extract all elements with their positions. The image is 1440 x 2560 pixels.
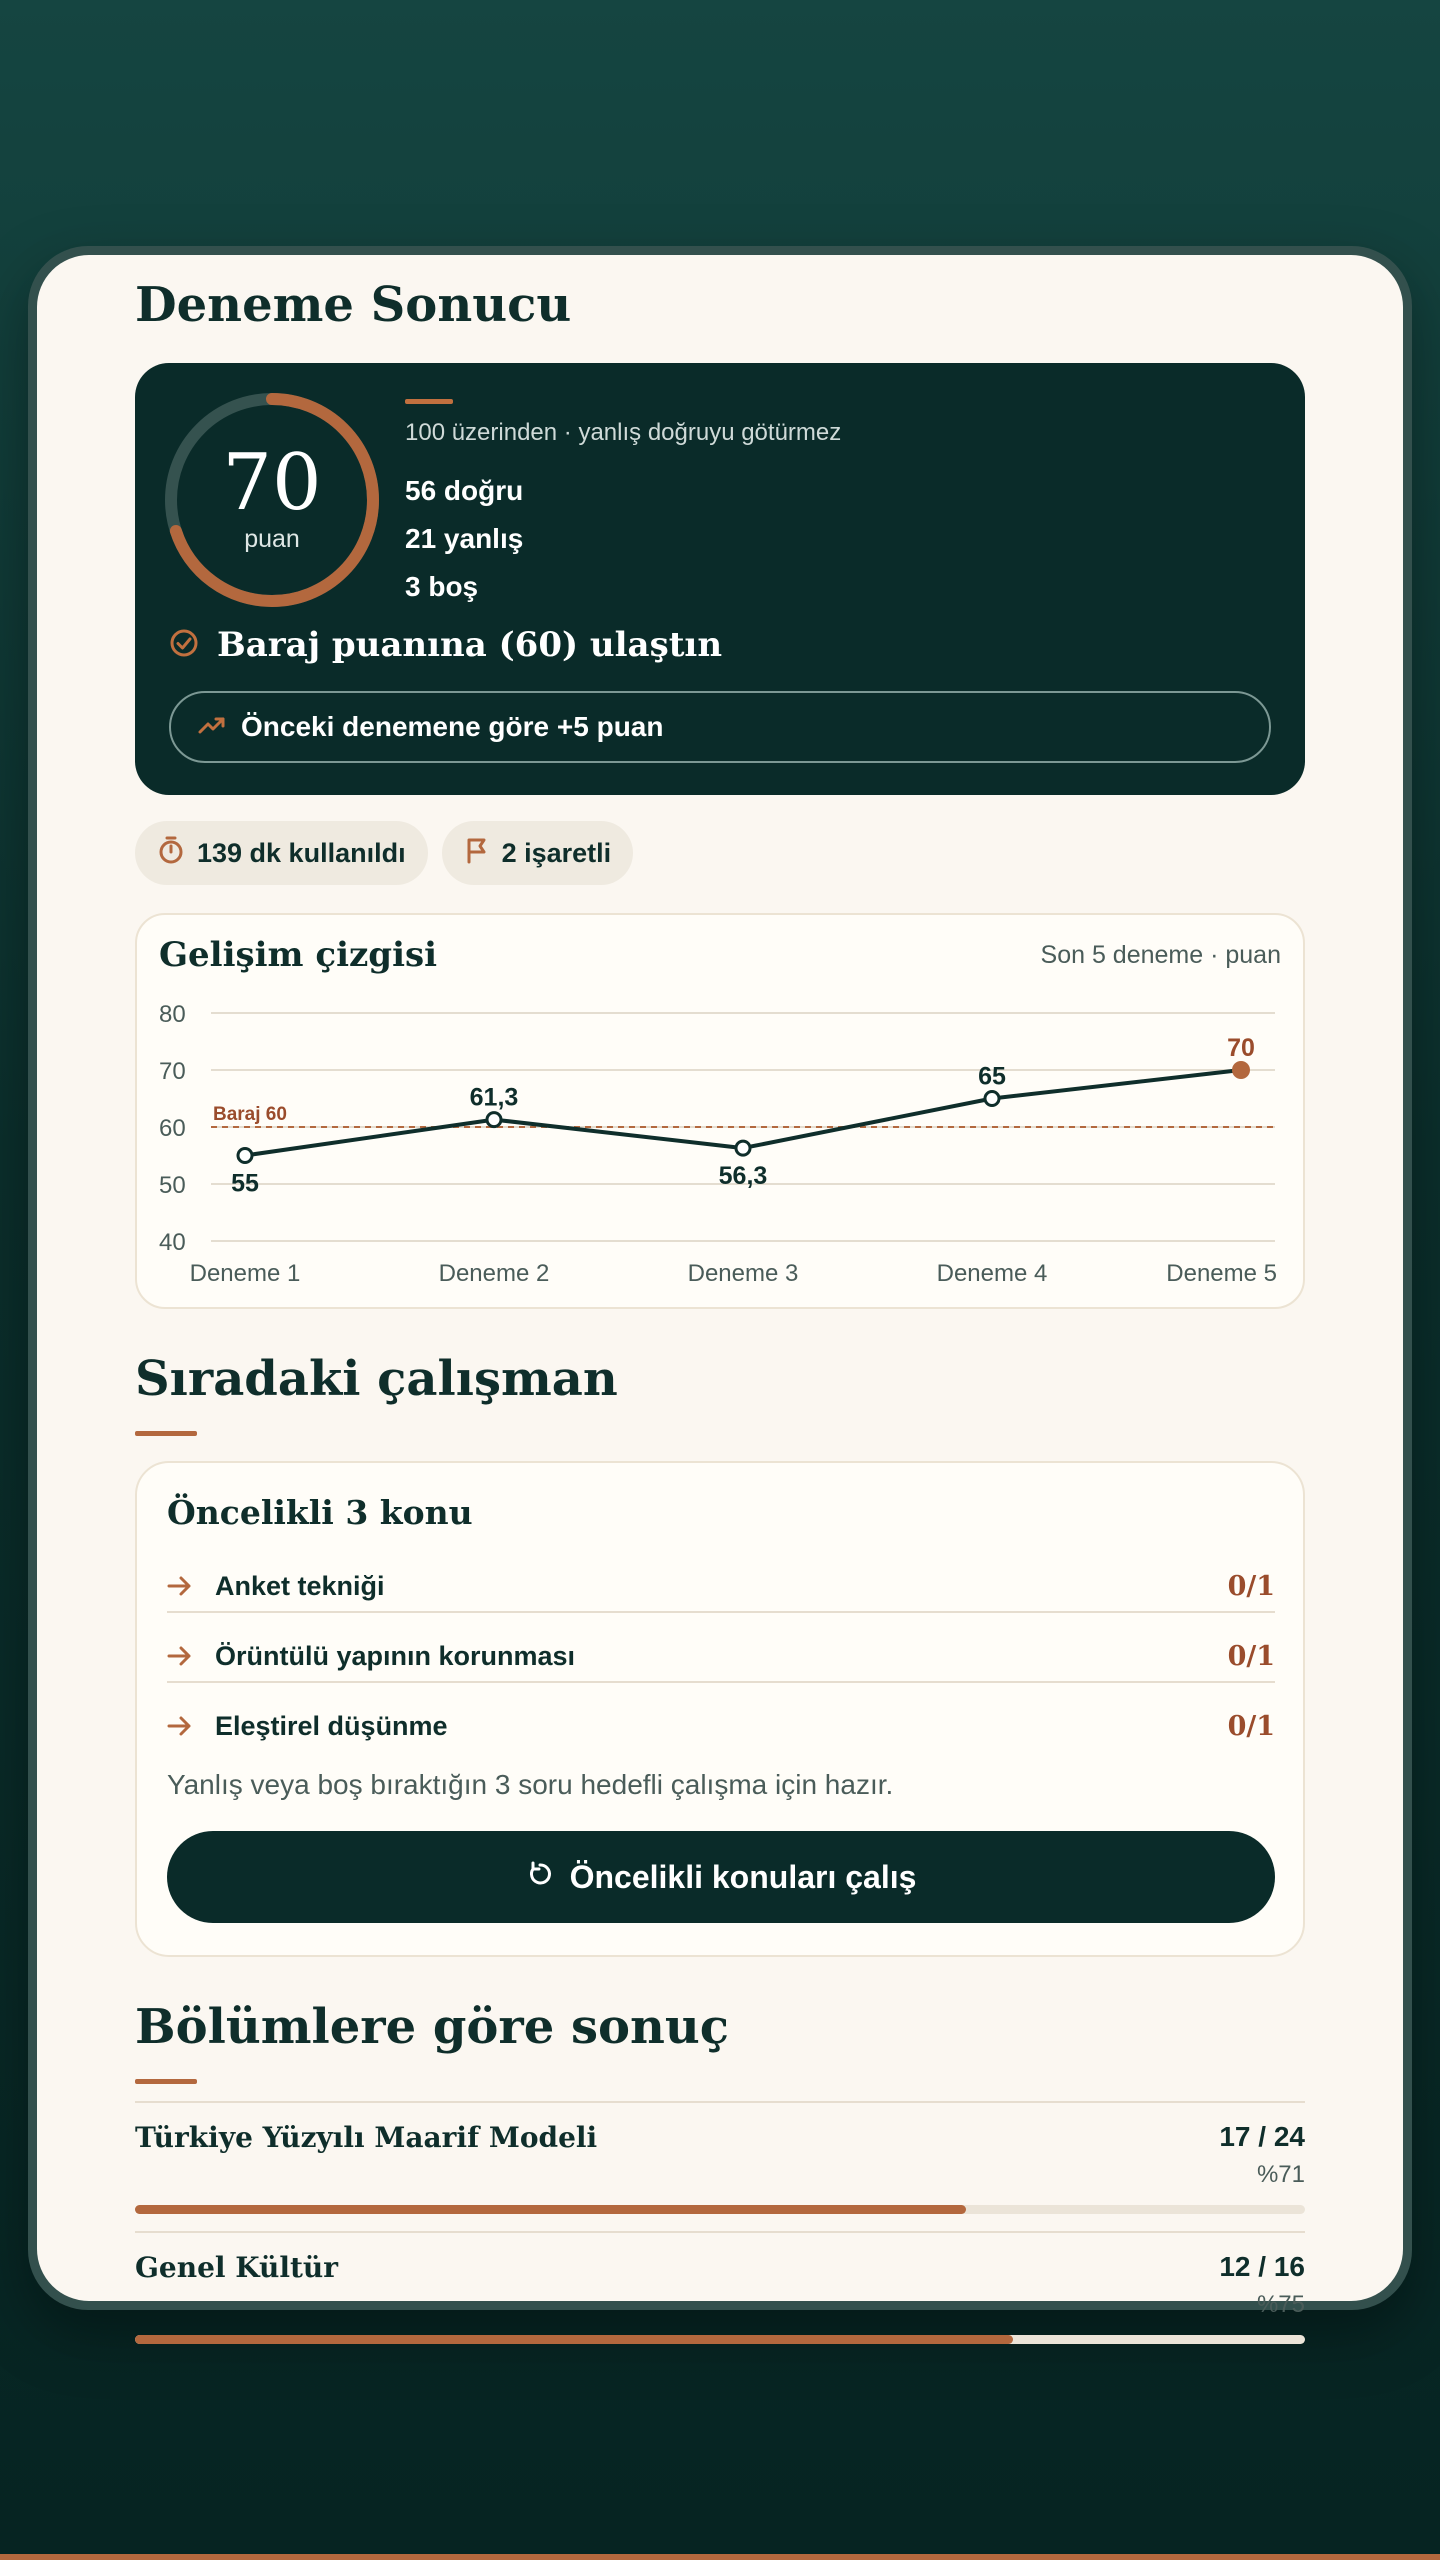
section-progress-fill (135, 2205, 966, 2214)
refresh-icon (526, 1859, 554, 1896)
threshold-status (169, 625, 722, 665)
data-label: 61,3 (469, 1083, 519, 1112)
topic-label: Örüntülü yapının korunması (215, 1640, 576, 1671)
arrow-right-icon (167, 1715, 215, 1737)
topic-score: 0/1 (1227, 1710, 1275, 1742)
section-score: 12 / 16 (1219, 2251, 1305, 2282)
arrow-right-icon (167, 1575, 215, 1597)
section-score: 17 / 24 (1219, 2121, 1305, 2152)
x-tick-label: Deneme 1 (189, 1260, 301, 1287)
sections-underline (135, 2079, 197, 2084)
study-priority-topics-button[interactable] (167, 1831, 1275, 1923)
time-chip (135, 821, 428, 885)
data-point (487, 1113, 501, 1127)
y-tick-label: 50 (159, 1172, 186, 1199)
x-tick-label: Deneme 4 (936, 1260, 1048, 1287)
data-point (238, 1149, 252, 1163)
y-tick-label: 60 (159, 1115, 186, 1142)
topic-label: Anket tekniği (215, 1570, 385, 1601)
chart-subtitle: Son 5 deneme · puan (1040, 941, 1281, 969)
x-tick-label: Deneme 3 (687, 1260, 799, 1287)
section-percent: %75 (1256, 2291, 1305, 2318)
section-name: Türkiye Yüzyılı Maarif Modeli (135, 2121, 598, 2154)
app-screen[interactable] (37, 255, 1403, 2318)
arrow-right-icon (167, 1645, 215, 1667)
trend-text: Önceki denemene göre +5 puan (241, 711, 664, 742)
bottom-accent-strip (0, 2554, 1440, 2560)
sections-title: Bölümlere göre sonuç (135, 1999, 729, 2055)
y-tick-label: 40 (159, 1229, 186, 1256)
divider (135, 2101, 1305, 2103)
topic-score: 0/1 (1227, 1570, 1275, 1602)
stat-chips (135, 821, 633, 885)
priority-card-title: Öncelikli 3 konu (167, 1493, 473, 1532)
data-point-current (1232, 1061, 1250, 1079)
y-tick-label: 70 (159, 1058, 186, 1085)
y-tick-label: 80 (159, 1001, 186, 1028)
progress-chart-card (135, 913, 1305, 1309)
x-tick-label: Deneme 2 (438, 1260, 550, 1287)
device-frame (28, 246, 1412, 2318)
page-title: Deneme Sonucu (135, 277, 572, 333)
score-ring (161, 389, 383, 611)
section-progress-track (135, 2335, 1305, 2344)
accent-dash (405, 399, 453, 404)
score-card (135, 363, 1305, 795)
divider (167, 1611, 1275, 1613)
flagged-chip-label: 2 işaretli (501, 837, 612, 868)
data-point (736, 1141, 750, 1155)
topic-label: Eleştirel düşünme (215, 1710, 448, 1741)
correct-count: 56 doğru (405, 475, 524, 506)
section-percent: %71 (1256, 2161, 1305, 2188)
data-label: 65 (978, 1062, 1006, 1091)
x-tick-label: Deneme 5 (1166, 1260, 1277, 1287)
data-label: 55 (231, 1169, 259, 1198)
check-circle-icon (169, 628, 199, 663)
empty-count: 3 boş (405, 571, 479, 602)
trending-up-icon (197, 713, 227, 742)
score-description: 100 üzerinden · yanlış doğruyu götürmez (405, 419, 842, 446)
stopwatch-icon (157, 835, 185, 872)
section-progress-track (135, 2205, 1305, 2214)
topic-score: 0/1 (1227, 1640, 1275, 1672)
section-progress-fill (135, 2335, 1013, 2344)
flagged-chip[interactable] (442, 821, 634, 885)
data-label: 70 (1227, 1034, 1255, 1062)
divider (167, 1681, 1275, 1683)
chart-title: Gelişim çizgisi (159, 935, 438, 975)
divider (135, 2231, 1305, 2233)
data-label: 56,3 (718, 1162, 768, 1191)
section-name: Genel Kültür (135, 2251, 339, 2284)
priority-card (135, 1461, 1305, 1957)
priority-topic[interactable] (167, 1691, 1275, 1761)
score-value: 70 (222, 438, 322, 528)
wrong-count: 21 yanlış (405, 523, 524, 554)
next-study-title: Sıradaki çalışman (135, 1351, 618, 1407)
study-button-label: Öncelikli konuları çalış (569, 1858, 917, 1895)
priority-note: Yanlış veya boş bıraktığın 3 soru hedefli çalışma için hazır. (167, 1769, 894, 1800)
score-unit: puan (244, 525, 300, 553)
trend-pill[interactable] (169, 691, 1271, 763)
time-chip-label: 139 dk kullanıldı (197, 837, 406, 868)
data-point (985, 1092, 999, 1106)
threshold-text: Baraj puanına (60) ulaştın (217, 625, 723, 665)
threshold-label: Baraj 60 (213, 1104, 287, 1125)
flag-icon (464, 836, 490, 871)
next-study-underline (135, 1431, 197, 1436)
